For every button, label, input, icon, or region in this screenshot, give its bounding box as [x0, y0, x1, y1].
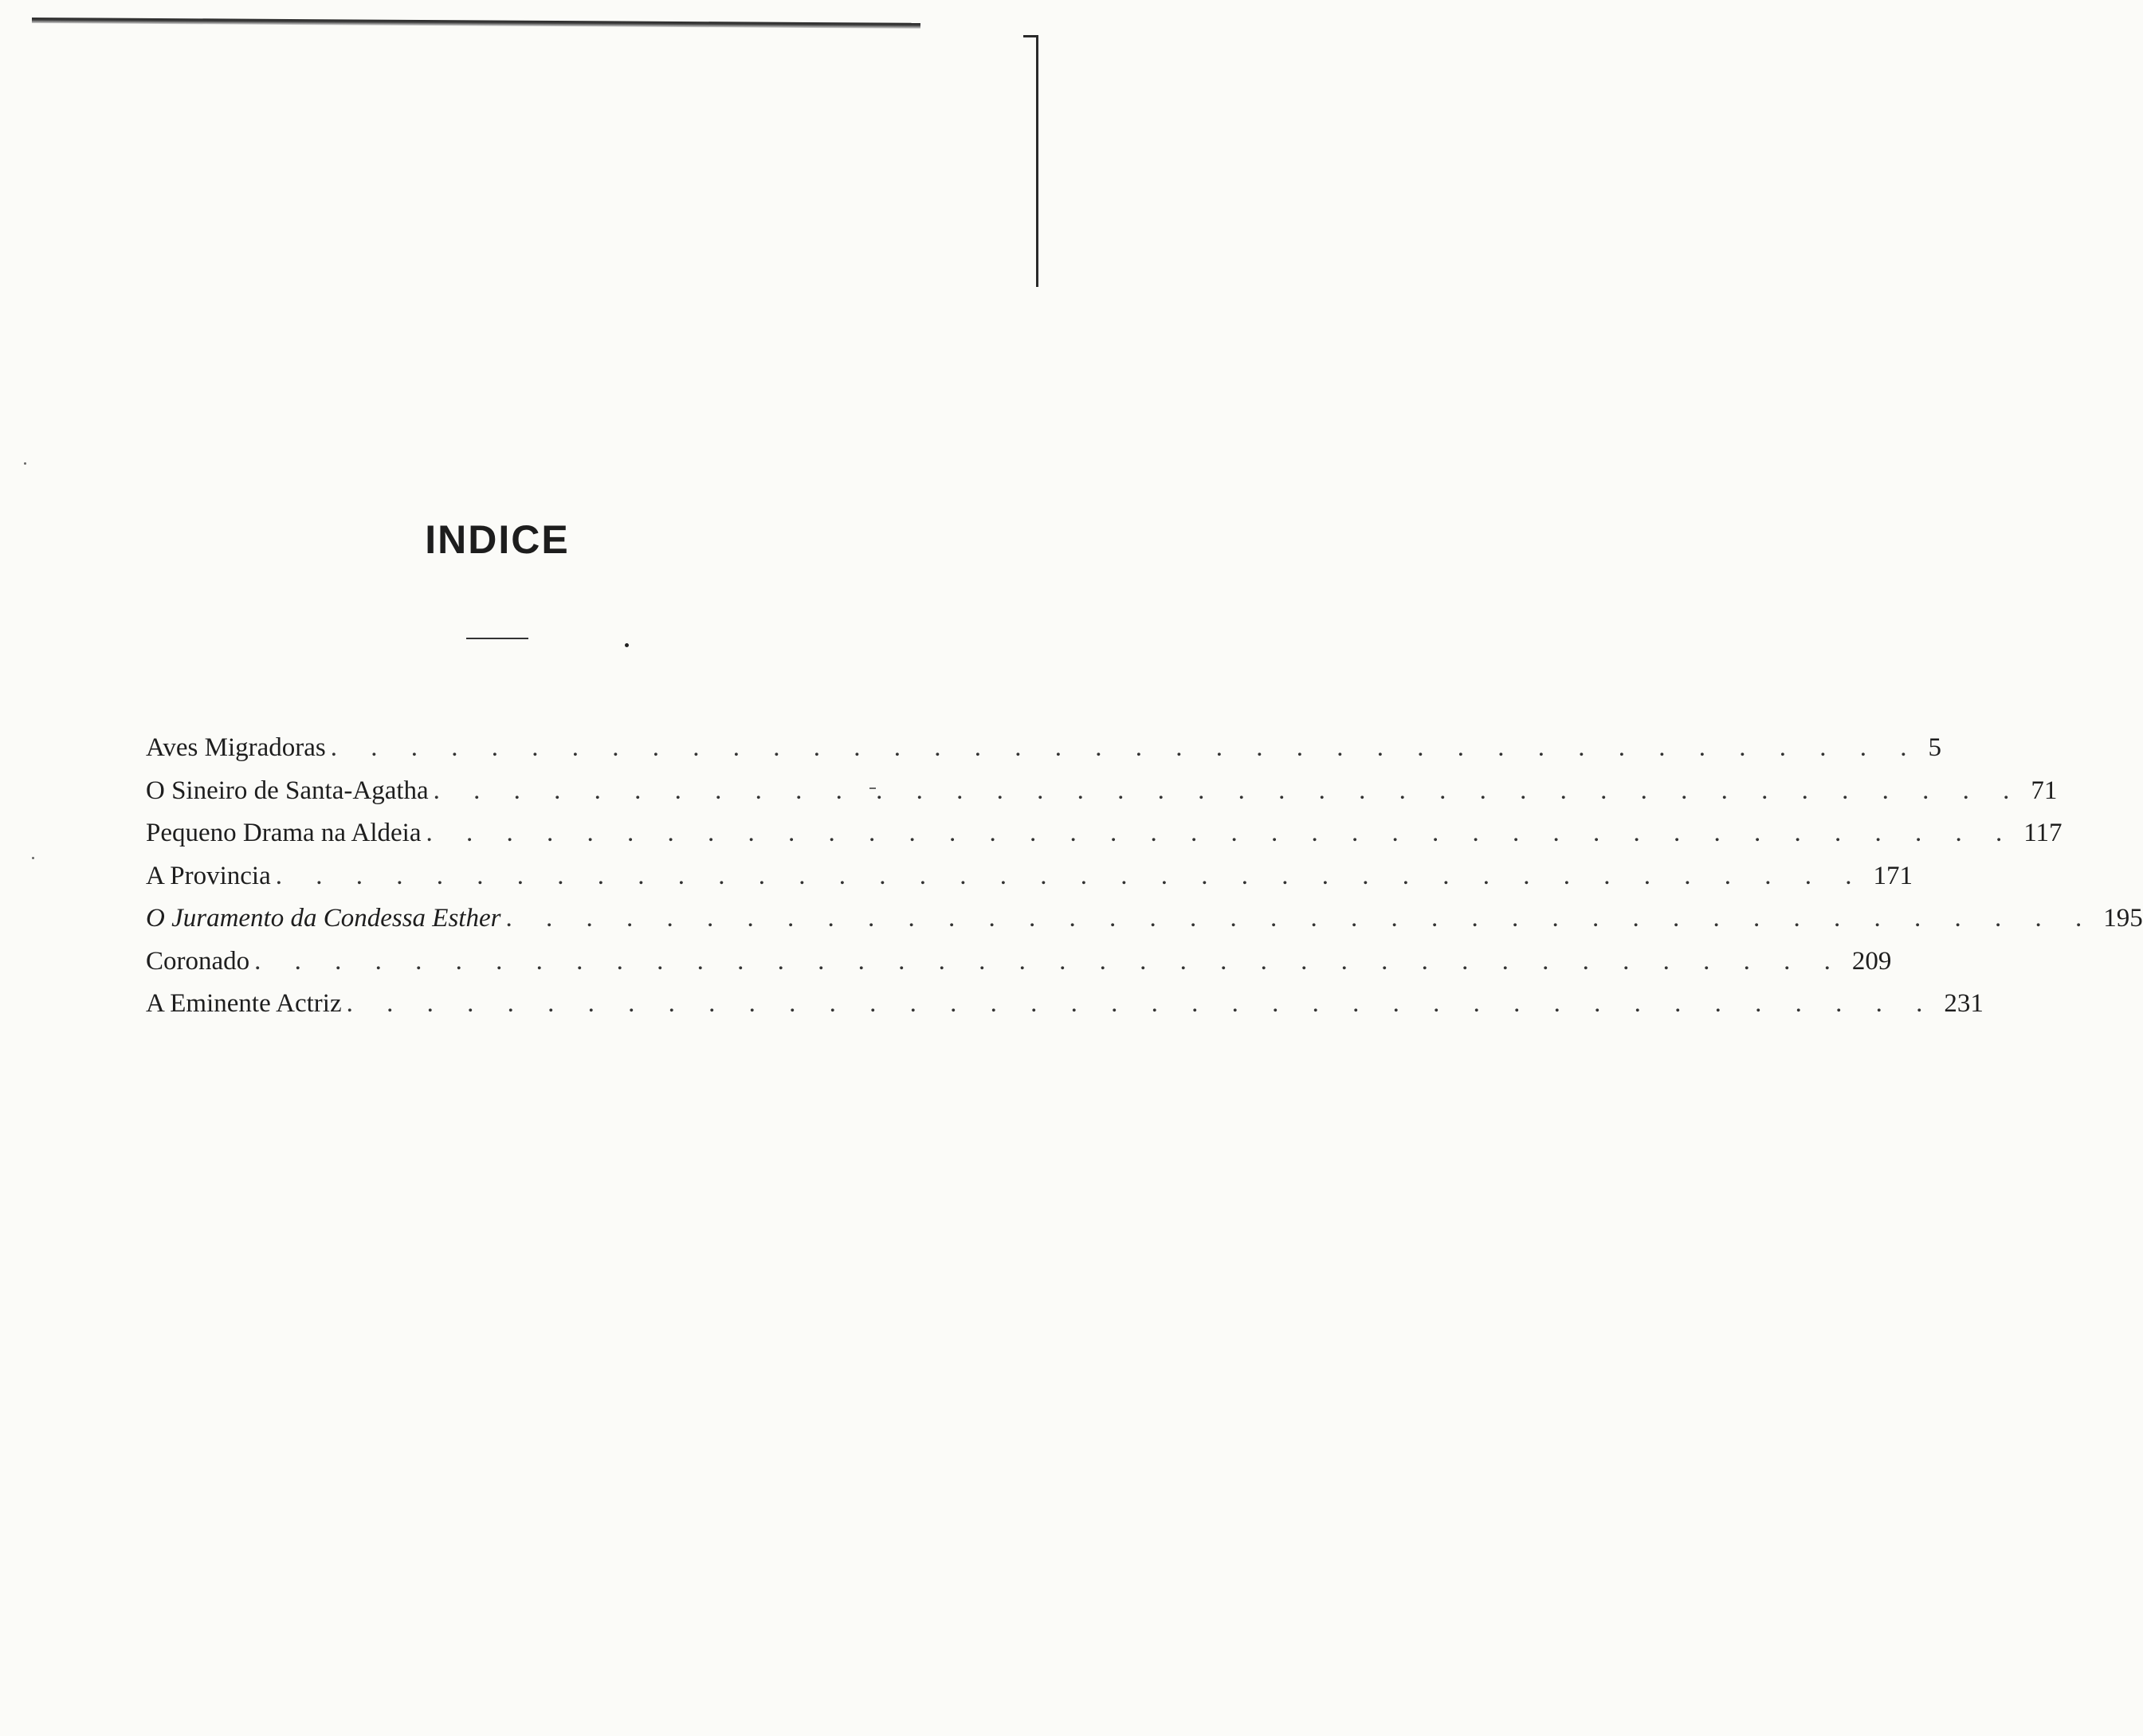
table-of-contents: [146, 733, 2143, 1032]
paper-speck: [24, 462, 26, 465]
toc-entry-page-number: 231: [1944, 989, 1984, 1018]
toc-entry: [146, 946, 1892, 990]
toc-dot-leader: . . . . . . . . . . . . . . . . . . . . . . . . . . . . . . . . . . . . . . . .: [346, 989, 1937, 1018]
scan-right-edge: [1036, 35, 1038, 287]
toc-entry-title: Pequeno Drama na Aldeia: [146, 819, 422, 847]
toc-entry-page-number: 5: [1928, 733, 1941, 762]
toc-dot-leader: . . . . . . . . . . . . . . . . . . . . . . . . . . . . . . . . . . . . . . . .: [275, 861, 1866, 890]
toc-entry-page-number: 209: [1851, 946, 1892, 976]
toc-entry-title: A Eminente Actriz: [146, 989, 342, 1018]
toc-entry: [146, 776, 2058, 819]
scan-top-edge: [32, 18, 920, 29]
toc-dot-leader: . . . . . . . . . . . . . . . . . . . . . . . . . . . . . . . . . . . . . . . .: [330, 733, 1921, 762]
toc-entry: [146, 861, 1913, 905]
toc-entry: [146, 904, 2143, 947]
page-title: INDICE: [425, 516, 570, 562]
paper-speck: [32, 857, 34, 859]
toc-entry-title: O Juramento da Condessa Esther: [146, 904, 501, 933]
toc-entry: [146, 819, 2063, 862]
toc-entry: [146, 733, 1941, 776]
toc-entry-page-number: 195: [2103, 904, 2143, 933]
toc-entry-page-number: 171: [1873, 861, 1913, 890]
toc-dot-leader: . . . . . . . . . . . . . . . . . . . . . . . . . . . . . . . . . . . . . . . .: [426, 819, 2016, 847]
toc-entry-page-number: 117: [2023, 819, 2063, 847]
toc-entry-title: Coronado: [146, 946, 250, 976]
paper-speck: [625, 643, 629, 647]
toc-entry-title: A Provincia: [146, 861, 271, 890]
toc-entry-title: Aves Migradoras: [146, 733, 326, 762]
toc-entry: [146, 989, 1984, 1032]
toc-dot-leader: . . . . . . . . . . . . . . . . . . . . . . . . . . . . . . . . . . . . . . . .: [505, 904, 2096, 933]
title-divider: [466, 638, 528, 639]
toc-entry-page-number: 71: [2031, 776, 2058, 805]
toc-dot-leader: . . . . . . . . . . . . . . . . . . . . . . . . . . . . . . . . . . . . . . . .: [254, 946, 1844, 976]
toc-dot-leader: . . . . . . . . . . . . . . . . . . . . . . . . . . . . . . . . . . . . . . . .: [433, 776, 2023, 805]
toc-entry-title: O Sineiro de Santa-Agatha: [146, 776, 429, 805]
